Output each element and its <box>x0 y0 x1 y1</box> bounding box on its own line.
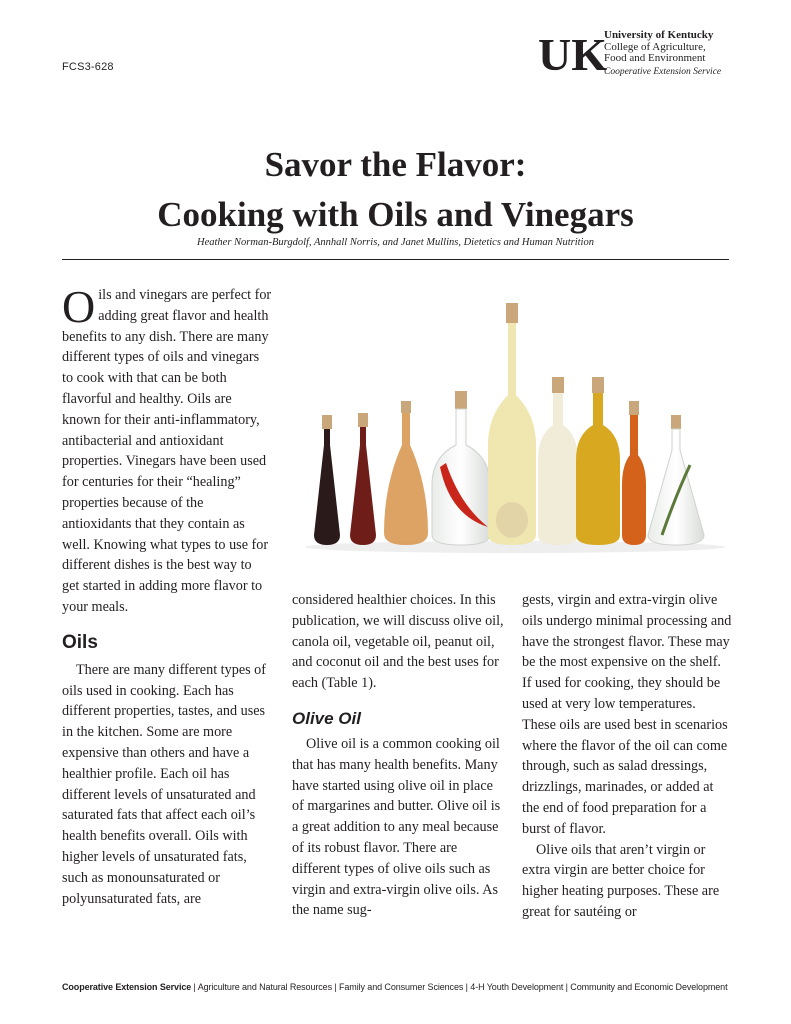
column-3 <box>522 590 732 923</box>
uk-logo <box>536 29 607 80</box>
drop-cap: O <box>62 281 96 332</box>
authors-line: Heather Norman-Burgdolf, Annhall Norris, and Janet Mullins, Dietetics and Human Nutrition <box>197 237 594 248</box>
bottle-herb-oil <box>648 415 704 545</box>
title-line-2: Cooking with Oils and Vinegars <box>157 195 634 234</box>
uk-logo-mark <box>536 29 607 80</box>
footer-service: Cooperative Extension Service <box>62 982 192 992</box>
page-title <box>0 140 791 240</box>
intro-text: ils and vinegars are perfect for adding great flavor and health benefits to any dish. There are many different types of oils and vinegars to cook with that can be both flavorful and healthy. Oils are known for their anti-inflammatory, antibacterial and antioxidant properties. Vinegars have been used for centuries for their “healing” properties because of the antioxidants that they contain as well. Knowing what types to use for different dishes is the best way to get started in adding more flavor to your meals. <box>62 287 272 615</box>
title-line-1: Savor the Flavor: <box>264 145 527 184</box>
bottle-golden-oil <box>576 377 620 545</box>
bottle-red-vinegar <box>350 413 376 545</box>
document-code: FCS3-628 <box>62 61 114 73</box>
title-divider <box>62 259 729 260</box>
column-1 <box>62 281 272 909</box>
college-line-2: Food and Environment <box>604 52 706 64</box>
oils-heading: Oils <box>62 631 98 653</box>
bottle-dark-vinegar <box>314 415 340 545</box>
bottle-amber-vinegar <box>384 401 428 545</box>
bottles-photo <box>300 295 732 557</box>
extension-service: Cooperative Extension Service <box>604 66 722 77</box>
bottle-orange-oil <box>622 401 646 545</box>
bottle-tall-oil <box>488 303 536 545</box>
college-line-1: College of Agriculture, <box>604 40 706 53</box>
olive-oil-heading: Olive Oil <box>292 708 361 728</box>
oils-paragraph: There are many different types of oils used in cooking. Each has different properties, tastes, and uses in the kitchen. Some are more expensive than others and have a healthier profile. Each oil has different levels of unsaturated and saturated fats that affect each oil’s health benefits overall. Oils with higher levels of unsaturated fats, such as monounsaturated or polyunsaturated fats, are <box>62 661 267 907</box>
bottle-light-oil <box>538 377 578 545</box>
column-2 <box>292 590 504 921</box>
oils-paragraph-continued: considered healthier choices. In this publication, we will discuss olive oil, canola oil, vegetable oil, peanut oil, and coconut oil and the best uses for each (Table 1). <box>292 592 504 692</box>
olive-oil-paragraph: Olive oil is a common cooking oil that has many health benefits. Many have started using olive oil in place of margarines and butter. Olive oil is a great addition to any meal because of its robust flavor. There are different types of olive oils such as virgin and extra-virgin olive oils. As the name sug- <box>292 735 501 919</box>
olive-oil-paragraph-continued: gests, virgin and extra-virgin olive oils undergo minimal processing and have the strongest flavor. These may be the most expensive on the shelf. If used for cooking, they should be used at very low temperatures. These oils are used best in scenarios where the flavor of the oil can come through, such as salad dressings, drizzlings, marinades, or added at the end of food preparation for a burst of flavor. <box>522 592 732 837</box>
olive-oil-paragraph-2: Olive oils that aren’t virgin or extra virgin are better choice for higher heating purposes. These are great for sautéing or <box>522 841 720 920</box>
footer-programs: | Agriculture and Natural Resources | Family and Consumer Sciences | 4-H Youth Development | Community and Economic Development <box>191 982 728 992</box>
institution-block <box>604 30 721 78</box>
uk-logo-letters: UK <box>538 29 607 80</box>
university-name: University of Kentucky <box>604 29 714 41</box>
intro-paragraph <box>62 281 272 618</box>
bottle-pepper-vinegar <box>432 391 490 545</box>
bottles-illustration <box>300 295 732 557</box>
footer <box>62 982 732 992</box>
